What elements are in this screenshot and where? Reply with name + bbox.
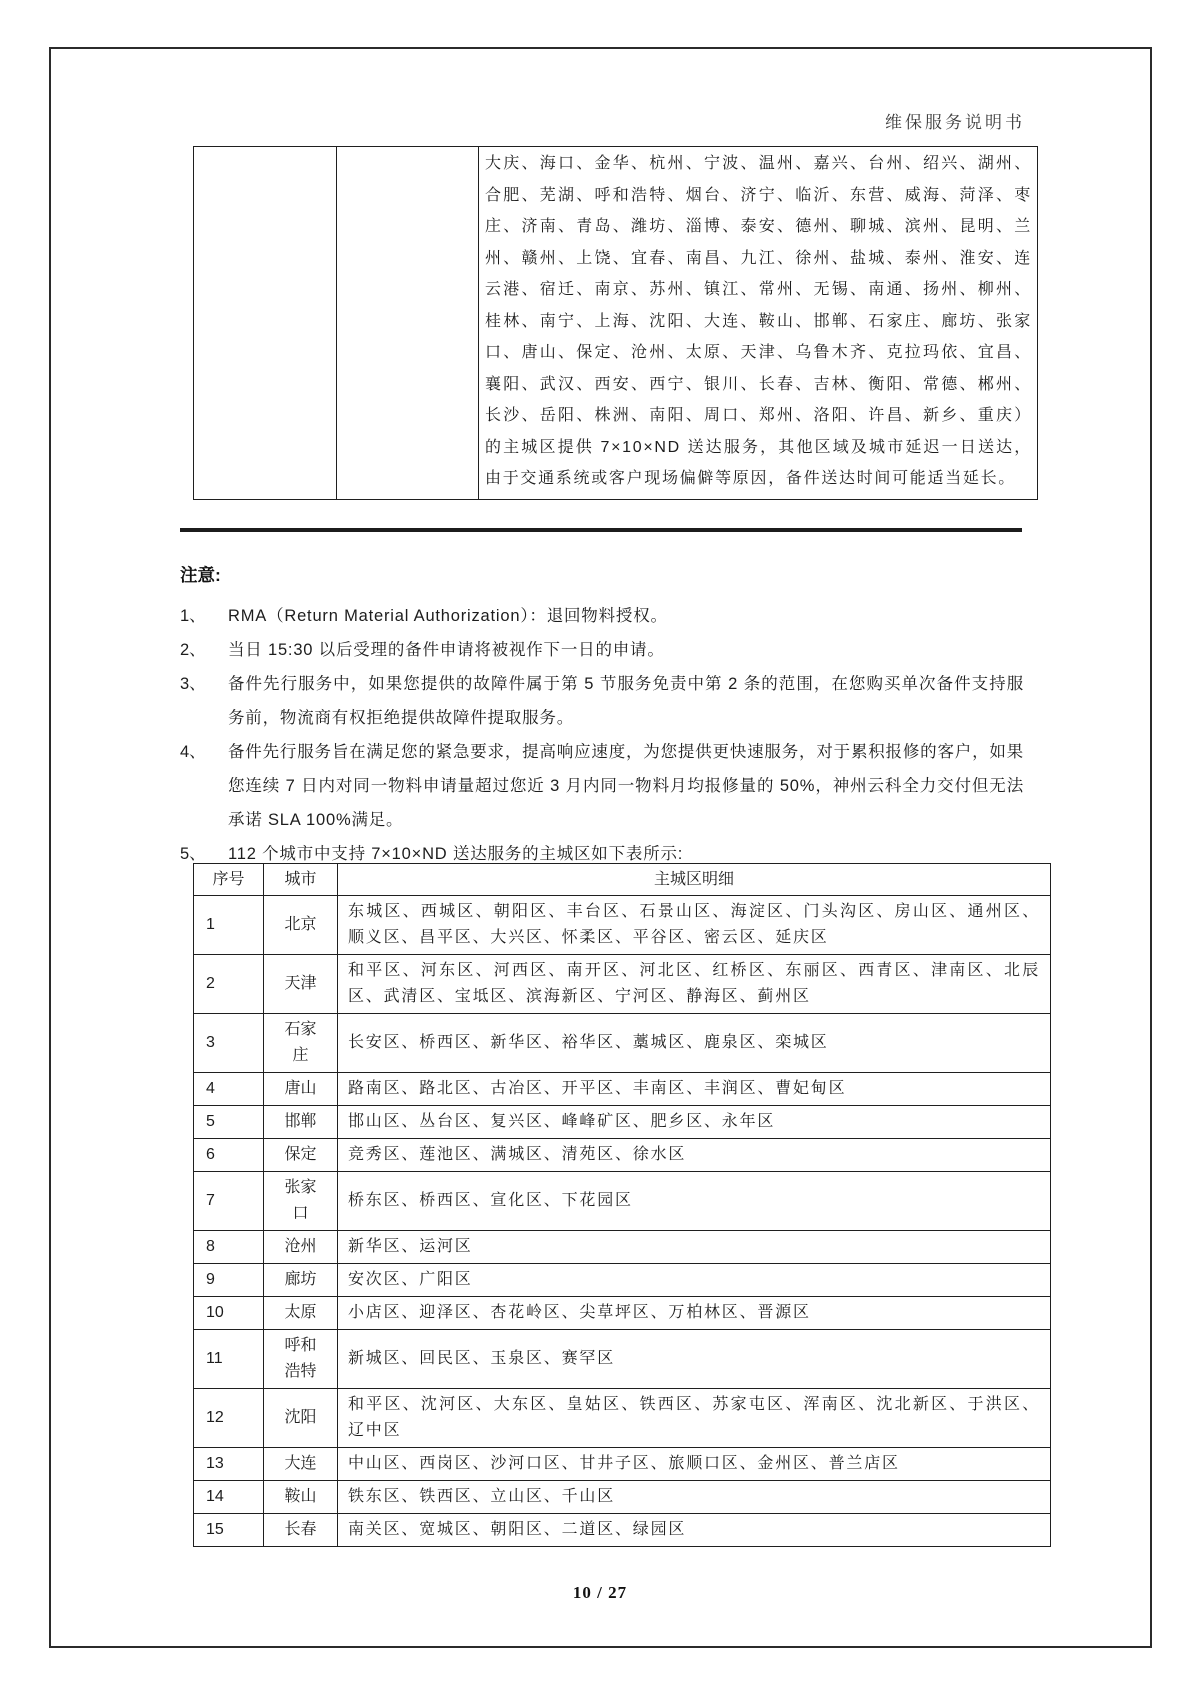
cell-districts: 安次区、广阳区 (338, 1264, 1051, 1297)
spare-parts-delivery-table-fragment (193, 146, 1038, 500)
section-divider-rule (180, 528, 1022, 532)
empty-cell-2 (337, 147, 479, 500)
note-text: 备件先行服务旨在满足您的紧急要求，提高响应速度，为您提供更快速服务，对于累积报修的客户，如果您连续 7 日内对同一物料申请量超过您近 3 月内同一物料月均报修量的 50%，神州云科全力交付但无法承诺 SLA 100%满足。 (228, 743, 1024, 829)
cell-city: 沧州 (264, 1231, 338, 1264)
page-number: 10 / 27 (572, 1583, 628, 1602)
city-districts-table (193, 863, 1051, 1547)
cell-city: 长春 (264, 1514, 338, 1547)
note-number: 4、 (180, 743, 206, 761)
cell-districts: 邯山区、丛台区、复兴区、峰峰矿区、肥乡区、永年区 (338, 1106, 1051, 1139)
cell-districts: 和平区、沈河区、大东区、皇姑区、铁西区、苏家屯区、浑南区、沈北新区、于洪区、辽中区 (338, 1389, 1051, 1448)
table-row (194, 147, 1038, 500)
table-row (194, 955, 1051, 1014)
table-row (194, 1073, 1051, 1106)
cell-city: 北京 (264, 896, 338, 955)
table-row (194, 1014, 1051, 1073)
cell-districts: 小店区、迎泽区、杏花岭区、尖草坪区、万柏林区、晋源区 (338, 1297, 1051, 1330)
cell-districts: 竞秀区、莲池区、满城区、清苑区、徐水区 (338, 1139, 1051, 1172)
note-text: 备件先行服务中，如果您提供的故障件属于第 5 节服务免责中第 2 条的范围，在您购买单次备件支持服务前，物流商有权拒绝提供故障件提取服务。 (228, 675, 1024, 727)
cell-districts: 路南区、路北区、古冶区、开平区、丰南区、丰润区、曹妃甸区 (338, 1073, 1051, 1106)
note-number: 5、 (180, 845, 206, 863)
doc-title: 维保服务说明书 (885, 113, 1025, 132)
note-item (180, 599, 1024, 633)
cell-city: 张家口 (264, 1172, 338, 1231)
cell-districts: 中山区、西岗区、沙河口区、甘井子区、旅顺口区、金州区、普兰店区 (338, 1448, 1051, 1481)
cell-city: 呼和浩特 (264, 1330, 338, 1389)
table-row (194, 1389, 1051, 1448)
cell-index: 13 (194, 1448, 264, 1481)
delivery-cities-cell (479, 147, 1038, 500)
cell-districts: 南关区、宽城区、朝阳区、二道区、绿园区 (338, 1514, 1051, 1547)
note-text: RMA（Return Material Authorization）：退回物料授权。 (228, 607, 668, 625)
empty-cell-1 (194, 147, 337, 500)
notes-section (180, 563, 1024, 871)
cell-index: 8 (194, 1231, 264, 1264)
cell-index: 7 (194, 1172, 264, 1231)
cell-index: 9 (194, 1264, 264, 1297)
table-row (194, 1297, 1051, 1330)
cell-index: 15 (194, 1514, 264, 1547)
cell-city: 天津 (264, 955, 338, 1014)
note-item (180, 735, 1024, 837)
table-row (194, 1514, 1051, 1547)
cell-districts: 和平区、河东区、河西区、南开区、河北区、红桥区、东丽区、西青区、津南区、北辰区、武清区、宝坻区、滨海新区、宁河区、静海区、蓟州区 (338, 955, 1051, 1014)
note-number: 2、 (180, 641, 206, 659)
cell-index: 10 (194, 1297, 264, 1330)
table-row (194, 1330, 1051, 1389)
note-text: 112 个城市中支持 7×10×ND 送达服务的主城区如下表所示: (228, 845, 684, 863)
table-row (194, 1448, 1051, 1481)
cell-city: 沈阳 (264, 1389, 338, 1448)
table-row (194, 896, 1051, 955)
cell-districts: 长安区、桥西区、新华区、裕华区、藁城区、鹿泉区、栾城区 (338, 1014, 1051, 1073)
cell-districts: 铁东区、铁西区、立山区、千山区 (338, 1481, 1051, 1514)
table-row (194, 1481, 1051, 1514)
cell-index: 6 (194, 1139, 264, 1172)
cell-districts: 新华区、运河区 (338, 1231, 1051, 1264)
table-row (194, 1172, 1051, 1231)
cell-city: 廊坊 (264, 1264, 338, 1297)
cell-city: 邯郸 (264, 1106, 338, 1139)
delivery-cities-text: 大庆、海口、金华、杭州、宁波、温州、嘉兴、台州、绍兴、湖州、合肥、芜湖、呼和浩特、烟台、济宁、临沂、东营、威海、菏泽、枣庄、济南、青岛、潍坊、淄博、泰安、德州、聊城、滨州、昆明、兰州、赣州、上饶、宜春、南昌、九江、徐州、盐城、泰州、淮安、连云港、宿迁、南京、苏州、镇江、常州、无锡、南通、扬州、柳州、桂林、南宁、上海、沈阳、大连、鞍山、邯郸、石家庄、廊坊、张家口、唐山、保定、沧州、太原、天津、乌鲁木齐、克拉玛依、宜昌、襄阳、武汉、西安、西宁、银川、长春、吉林、衡阳、常德、郴州、长沙、岳阳、株洲、南阳、周口、郑州、洛阳、许昌、新乡、重庆）的主城区提供 7×10×ND 送达服务，其他区域及城市延迟一日送达，由于交通系统或客户现场偏僻等原因，备件送达时间可能适当延长。 (485, 155, 1032, 487)
table-header-row (194, 864, 1051, 896)
column-header-city: 城市 (264, 864, 338, 896)
cell-index: 14 (194, 1481, 264, 1514)
note-number: 1、 (180, 607, 206, 625)
cell-city: 保定 (264, 1139, 338, 1172)
cell-city: 石家庄 (264, 1014, 338, 1073)
cell-index: 1 (194, 896, 264, 955)
note-item (180, 667, 1024, 735)
cell-index: 12 (194, 1389, 264, 1448)
cell-districts: 东城区、西城区、朝阳区、丰台区、石景山区、海淀区、门头沟区、房山区、通州区、顺义区、昌平区、大兴区、怀柔区、平谷区、密云区、延庆区 (338, 896, 1051, 955)
cell-city: 大连 (264, 1448, 338, 1481)
doc-header (0, 108, 1025, 133)
cell-index: 5 (194, 1106, 264, 1139)
cell-city: 唐山 (264, 1073, 338, 1106)
cell-districts: 新城区、回民区、玉泉区、赛罕区 (338, 1330, 1051, 1389)
column-header-index: 序号 (194, 864, 264, 896)
cell-districts: 桥东区、桥西区、宣化区、下花园区 (338, 1172, 1051, 1231)
notes-title: 注意: (180, 565, 221, 585)
cell-index: 11 (194, 1330, 264, 1389)
note-text: 当日 15:30 以后受理的备件申请将被视作下一日的申请。 (228, 641, 665, 659)
table-row (194, 1106, 1051, 1139)
note-number: 3、 (180, 675, 206, 693)
cell-city: 鞍山 (264, 1481, 338, 1514)
column-header-districts: 主城区明细 (338, 864, 1051, 896)
cell-index: 4 (194, 1073, 264, 1106)
cell-index: 3 (194, 1014, 264, 1073)
cell-city: 太原 (264, 1297, 338, 1330)
note-item (180, 633, 1024, 667)
table-row (194, 1264, 1051, 1297)
table-row (194, 1231, 1051, 1264)
cell-index: 2 (194, 955, 264, 1014)
table-row (194, 1139, 1051, 1172)
